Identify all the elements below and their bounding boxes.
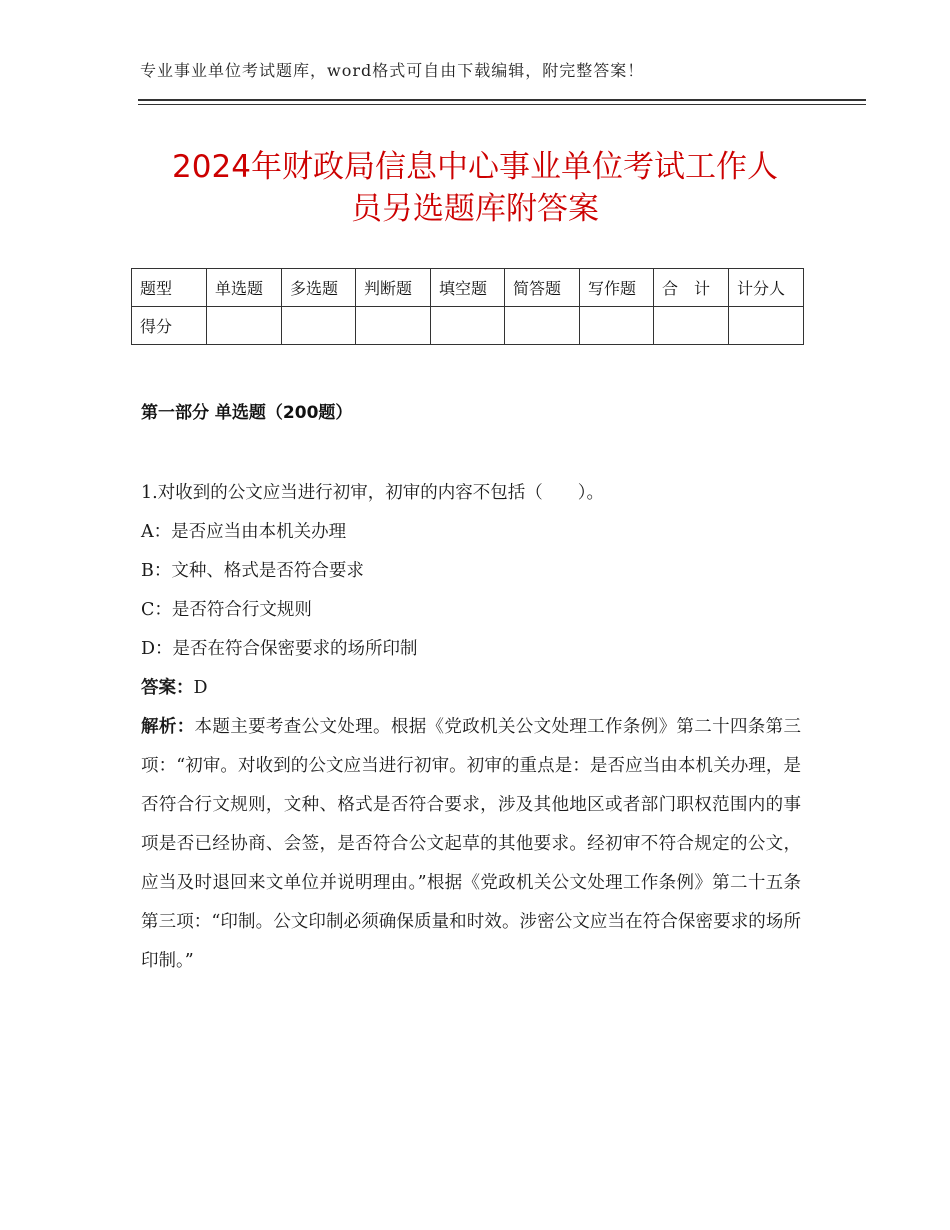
document-title [120,146,830,230]
option-a: A：是否应当由本机关办理 [141,522,347,542]
answer-label: 答案： [141,678,194,698]
score-cell: 填空题 [431,269,505,307]
score-cell: 得分 [132,307,207,345]
score-cell [282,307,356,345]
question-stem: 1.对收到的公文应当进行初审，初审的内容不包括（ ）。 [141,483,604,503]
score-cell: 计分人 [729,269,804,307]
score-cell: 合 计 [654,269,729,307]
score-cell [356,307,431,345]
header-rule-thin [138,104,866,105]
score-cell [729,307,804,345]
score-cell [207,307,282,345]
score-cell: 题型 [132,269,207,307]
title-line-1: 2024年财政局信息中心事业单位考试工作人 [172,149,778,185]
score-cell [654,307,729,345]
score-table-score-row [132,307,804,345]
score-cell [580,307,654,345]
option-c: C：是否符合行文规则 [141,600,312,620]
answer-value: D [193,678,208,698]
explanation-text: 本题主要考查公文处理。根据《党政机关公文处理工作条例》第二十四条第三项：“初审。对收到的公文应当进行初审。初审的重点是：是否应当由本机关办理，是否符合行文规则，文种、格式是否符合要求，涉及其他地区或者部门职权范围内的事项是否已经协商、会签，是否符合公文起草的其他要求。经初审不符合规定的公文，应当及时退回来文单位并说明理由。”根据《党政机关公文处理工作条例》第二十五条第三项：“印制。公文印制必须确保质量和时效。涉密公文应当在符合保密要求的场所印制。” [141,717,802,971]
explanation-label: 解析： [141,717,195,737]
title-line-2: 员另选题库附答案 [351,191,599,227]
answer-line [141,669,801,708]
explanation [141,708,801,981]
score-cell [505,307,580,345]
option-d: D：是否在符合保密要求的场所印制 [141,639,418,659]
score-cell [431,307,505,345]
score-table-header-row [132,269,804,307]
score-cell: 简答题 [505,269,580,307]
header-rule-thick [138,99,866,101]
score-cell: 单选题 [207,269,282,307]
score-cell: 判断题 [356,269,431,307]
header-note: 专业事业单位考试题库，word格式可自由下载编辑，附完整答案！ [140,61,645,80]
score-table [131,268,804,345]
option-b: B：文种、格式是否符合要求 [141,561,364,581]
score-cell: 多选题 [282,269,356,307]
question-block [141,474,801,981]
score-cell: 写作题 [580,269,654,307]
section-heading: 第一部分 单选题（200题） [141,403,353,423]
